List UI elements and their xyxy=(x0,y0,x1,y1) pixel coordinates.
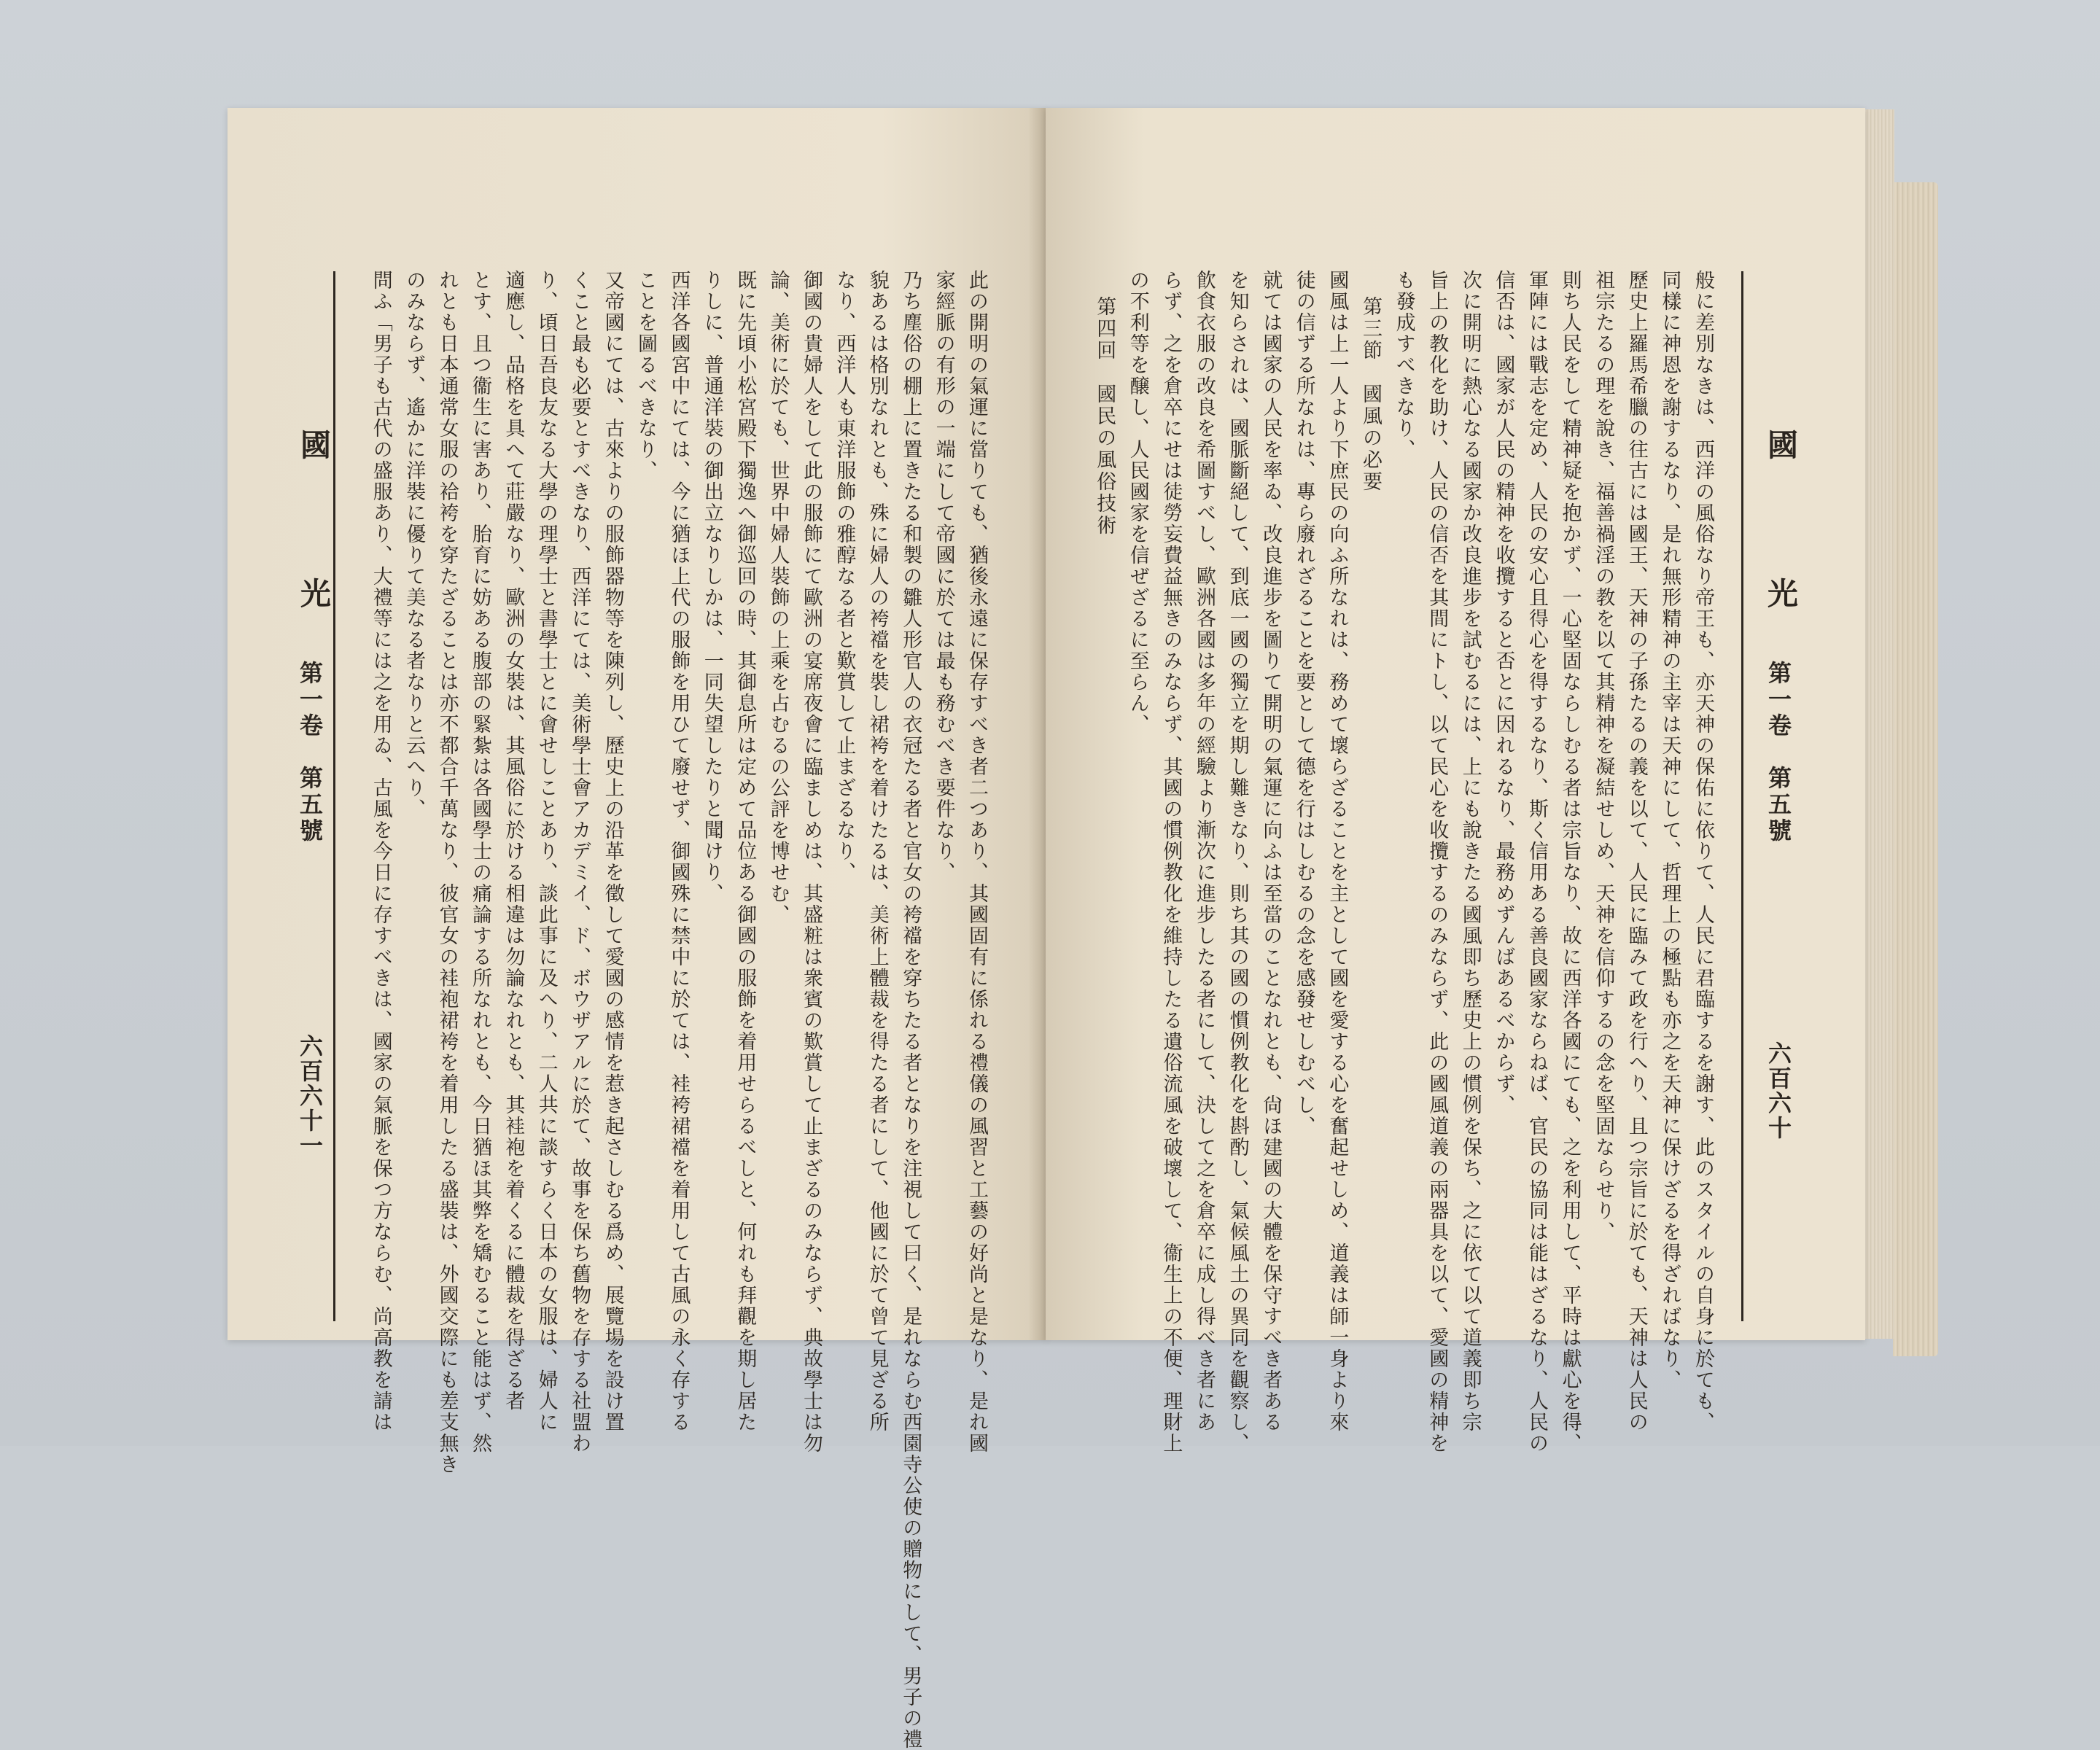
text-column: 同樣に神恩を謝するなり、是れ無形精神の主宰は天神にして、哲理上の極點も亦之を天神に保けざるを得ざればなり、 xyxy=(1658,270,1681,1391)
right-volume-label: 第一卷 第五號 xyxy=(1765,661,1792,844)
text-column: 貌あるは格別なれとも、殊に婦人の袴襠を裝し裙袴を着けたるは、美術上體裁を得たる者にして、他國に於て曾て見ざる所 xyxy=(866,270,889,1433)
left-page-number: 六百六十一 xyxy=(296,1034,324,1158)
text-column: ことを圖るべきなり、 xyxy=(634,270,657,481)
section-heading: 第三節 國風の必要 xyxy=(1359,296,1382,493)
text-column: なり、西洋人も東洋服飾の雅醇なる者と歎賞して止まざるなり、 xyxy=(833,270,856,883)
text-column: 御國の貴婦人をして此の服飾にて歐洲の宴席夜會に臨ましめは、其盛粧は衆賓の歎賞して止まざるのみならず、典故學士は勿 xyxy=(800,270,822,1454)
left-page xyxy=(228,108,1047,1750)
text-column: のみならず、遙かに洋裝に優りて美なる者なりと云へり、 xyxy=(402,270,426,820)
text-column: 家經脈の有形の一端にして帝國に於ては最も務むべき要件なり、 xyxy=(932,270,955,883)
text-column: 適應し、品格を具へて莊嚴なり、歐洲の女裝は、其風俗に於ける相違は勿論なれとも、其袿袍を着くるに體裁を得ざる者 xyxy=(502,270,525,1412)
right-header-rule xyxy=(1741,271,1743,1321)
text-column: 問ふ「男子も古代の盛服あり、大禮等には之を用ゐ、古風を今日に存すべきは、國家の氣脈を保つ方ならむ、尚高教を請は xyxy=(369,270,392,1433)
text-column: 又帝國にては、古來よりの服飾器物等を陳列し、歷史上の沿革を徵して愛國の感情を惹き起さしむる爲め、展覽場を設け置 xyxy=(601,270,624,1433)
page-edges xyxy=(1864,109,1894,1339)
left-volume-label: 第一卷 第五號 xyxy=(296,661,324,844)
text-column: 既に先頃小松宮殿下獨逸へ御巡回の時、其御息所は定めて品位ある御國の服飾を着用せらるべしと、何れも拜觀を期し居た xyxy=(734,270,757,1433)
text-column: 此の開明の氣運に當りても、猶後永遠に保存すべき者二つあり、其國固有に係れる禮儀の風習と工藝の好尚と是なり、是れ國 xyxy=(965,270,988,1454)
text-column: らず、之を倉卒にせは徒勞妄費益無きのみならず、其國の慣例教化を維持したる遺俗流風を破壞して、衞生上の不便、理財上 xyxy=(1159,270,1183,1454)
text-column: 祖宗たるの理を說き、福善禍淫の教を以て其精神を凝結せしめ、天神を信仰するの念を堅固ならせり、 xyxy=(1592,270,1615,1242)
text-column: 就ては國家の人民を率ゐ、改良進步を圖りて開明の氣運に向ふは至當のことなれとも、尙ほ建國の大體を保守すべき者ある xyxy=(1259,270,1283,1433)
text-column: 信否は、國家が人民の精神を收攬すると否とに因れるなり、最務めずんばあるべからず、 xyxy=(1492,270,1515,1116)
text-column: くこと最も必要とすべきなり、西洋にては、美術學士會アカデミイ、ド、ボウザアルに於て、故事を保ち舊物を存する社盟わ xyxy=(568,270,591,1454)
text-column: 徒の信ずる所なれは、專ら廢れざることを要として德を行はしむるの念を感發せしむべし、 xyxy=(1292,270,1315,1137)
text-column: 歷史上羅馬希臘の往古には國王、天神の子孫たるの義を以て、人民に臨みて政を行へり、且つ宗旨に於ても、天神は人民の xyxy=(1625,270,1648,1433)
text-column: の不利等を醸し、人民國家を信ぜざるに至らん、 xyxy=(1126,270,1149,735)
right-page xyxy=(1046,108,1865,1454)
text-column: 飮食衣服の改良を希圖すべし、歐洲各國は多年の經驗より漸次に進步したる者にして、決して之を倉卒に成し得べき者にあ xyxy=(1193,270,1216,1433)
text-column: 旨上の教化を助け、人民の信否を其間にトし、以て民心を收攬するのみならず、此の國風道義の兩器具を以て、愛國の精神を xyxy=(1426,270,1449,1454)
text-column: を知らされは、國脈斷絕して、到底一國の獨立を期し難きなり、則ち其の國の慣例教化を斟酌し、氣候風土の異同を觀察し、 xyxy=(1226,270,1249,1454)
text-column: れとも日本通常女服の袷袴を穿たざることは亦不都合千萬なり、彼官女の袿袍裙袴を着用したる盛裝は、外國交際にも差支無き xyxy=(435,270,459,1475)
left-journal-title: 國 光 xyxy=(296,429,332,652)
text-column: 軍陣には戰志を定め、人民の安心且得心を得するなり、斯く信用ある善良國家ならねば、官民の協同は能はざるなり、人民の xyxy=(1525,270,1548,1454)
loose-page-edges xyxy=(1893,182,1938,1356)
text-column: 則ち人民をして精神疑を抱かず、一心堅固ならしむる者は宗旨なり、故に西洋各國にても、之を利用して、平時は獻心を得、 xyxy=(1558,270,1582,1454)
text-column: 般に差別なきは、西洋の風俗なり帝王も、亦天神の保佑に依りて、人民に君臨するを謝す、此のスタイルの自身に於ても、 xyxy=(1692,270,1714,1433)
text-column: り、頃日吾良友なる大學の理學士と書學士とに會せしことあり、談此事に及へり、二人共に談すらく日本の女服は、婦人に xyxy=(534,270,558,1433)
text-column: 西洋各國宮中にては、今に猶ほ上代の服飾を用ひて廢せず、御國殊に禁中に於ては、袿袴裙襠を着用して古風の永く存する xyxy=(667,270,691,1433)
section-heading: 第四回 國民の風俗技術 xyxy=(1093,296,1116,537)
text-column: 國風は上一人より下庶民の向ふ所なれは、務めて壞らざることを主として國を愛する心を奮起せしめ、道義は師一身より來 xyxy=(1326,270,1349,1433)
text-column: 論、美術に於ても、世界中婦人裝飾の上乘を占むるの公評を博せむ、 xyxy=(766,270,790,925)
text-column: も發成すべきなり、 xyxy=(1392,270,1415,460)
text-column: 次に開明に熱心なる國家か改良進步を試むるには、上にも說きたる國風即ち歷史上の慣例を保ち、之に依て以て道義即ち宗 xyxy=(1458,270,1482,1433)
right-journal-title: 國 光 xyxy=(1763,429,1799,652)
text-column: 乃ち塵俗の棚上に置きたる和製の雛人形官人の衣冠たる者と官女の袴襠を穿ちたる者となりを注視して曰く、是れならむ西園寺公使の贈物にして、男子の禮 xyxy=(899,270,922,1750)
text-column: りしに、普通洋裝の御出立なりしかは、一同失望したりと聞けり、 xyxy=(700,270,723,904)
text-column: とす、且つ衞生に害あり、胎育に妨ある腹部の緊紮は各國學士の痛論する所なれとも、今日猶ほ其弊を矯むること能はず、然 xyxy=(469,270,491,1454)
right-page-number: 六百六十 xyxy=(1765,1041,1792,1140)
